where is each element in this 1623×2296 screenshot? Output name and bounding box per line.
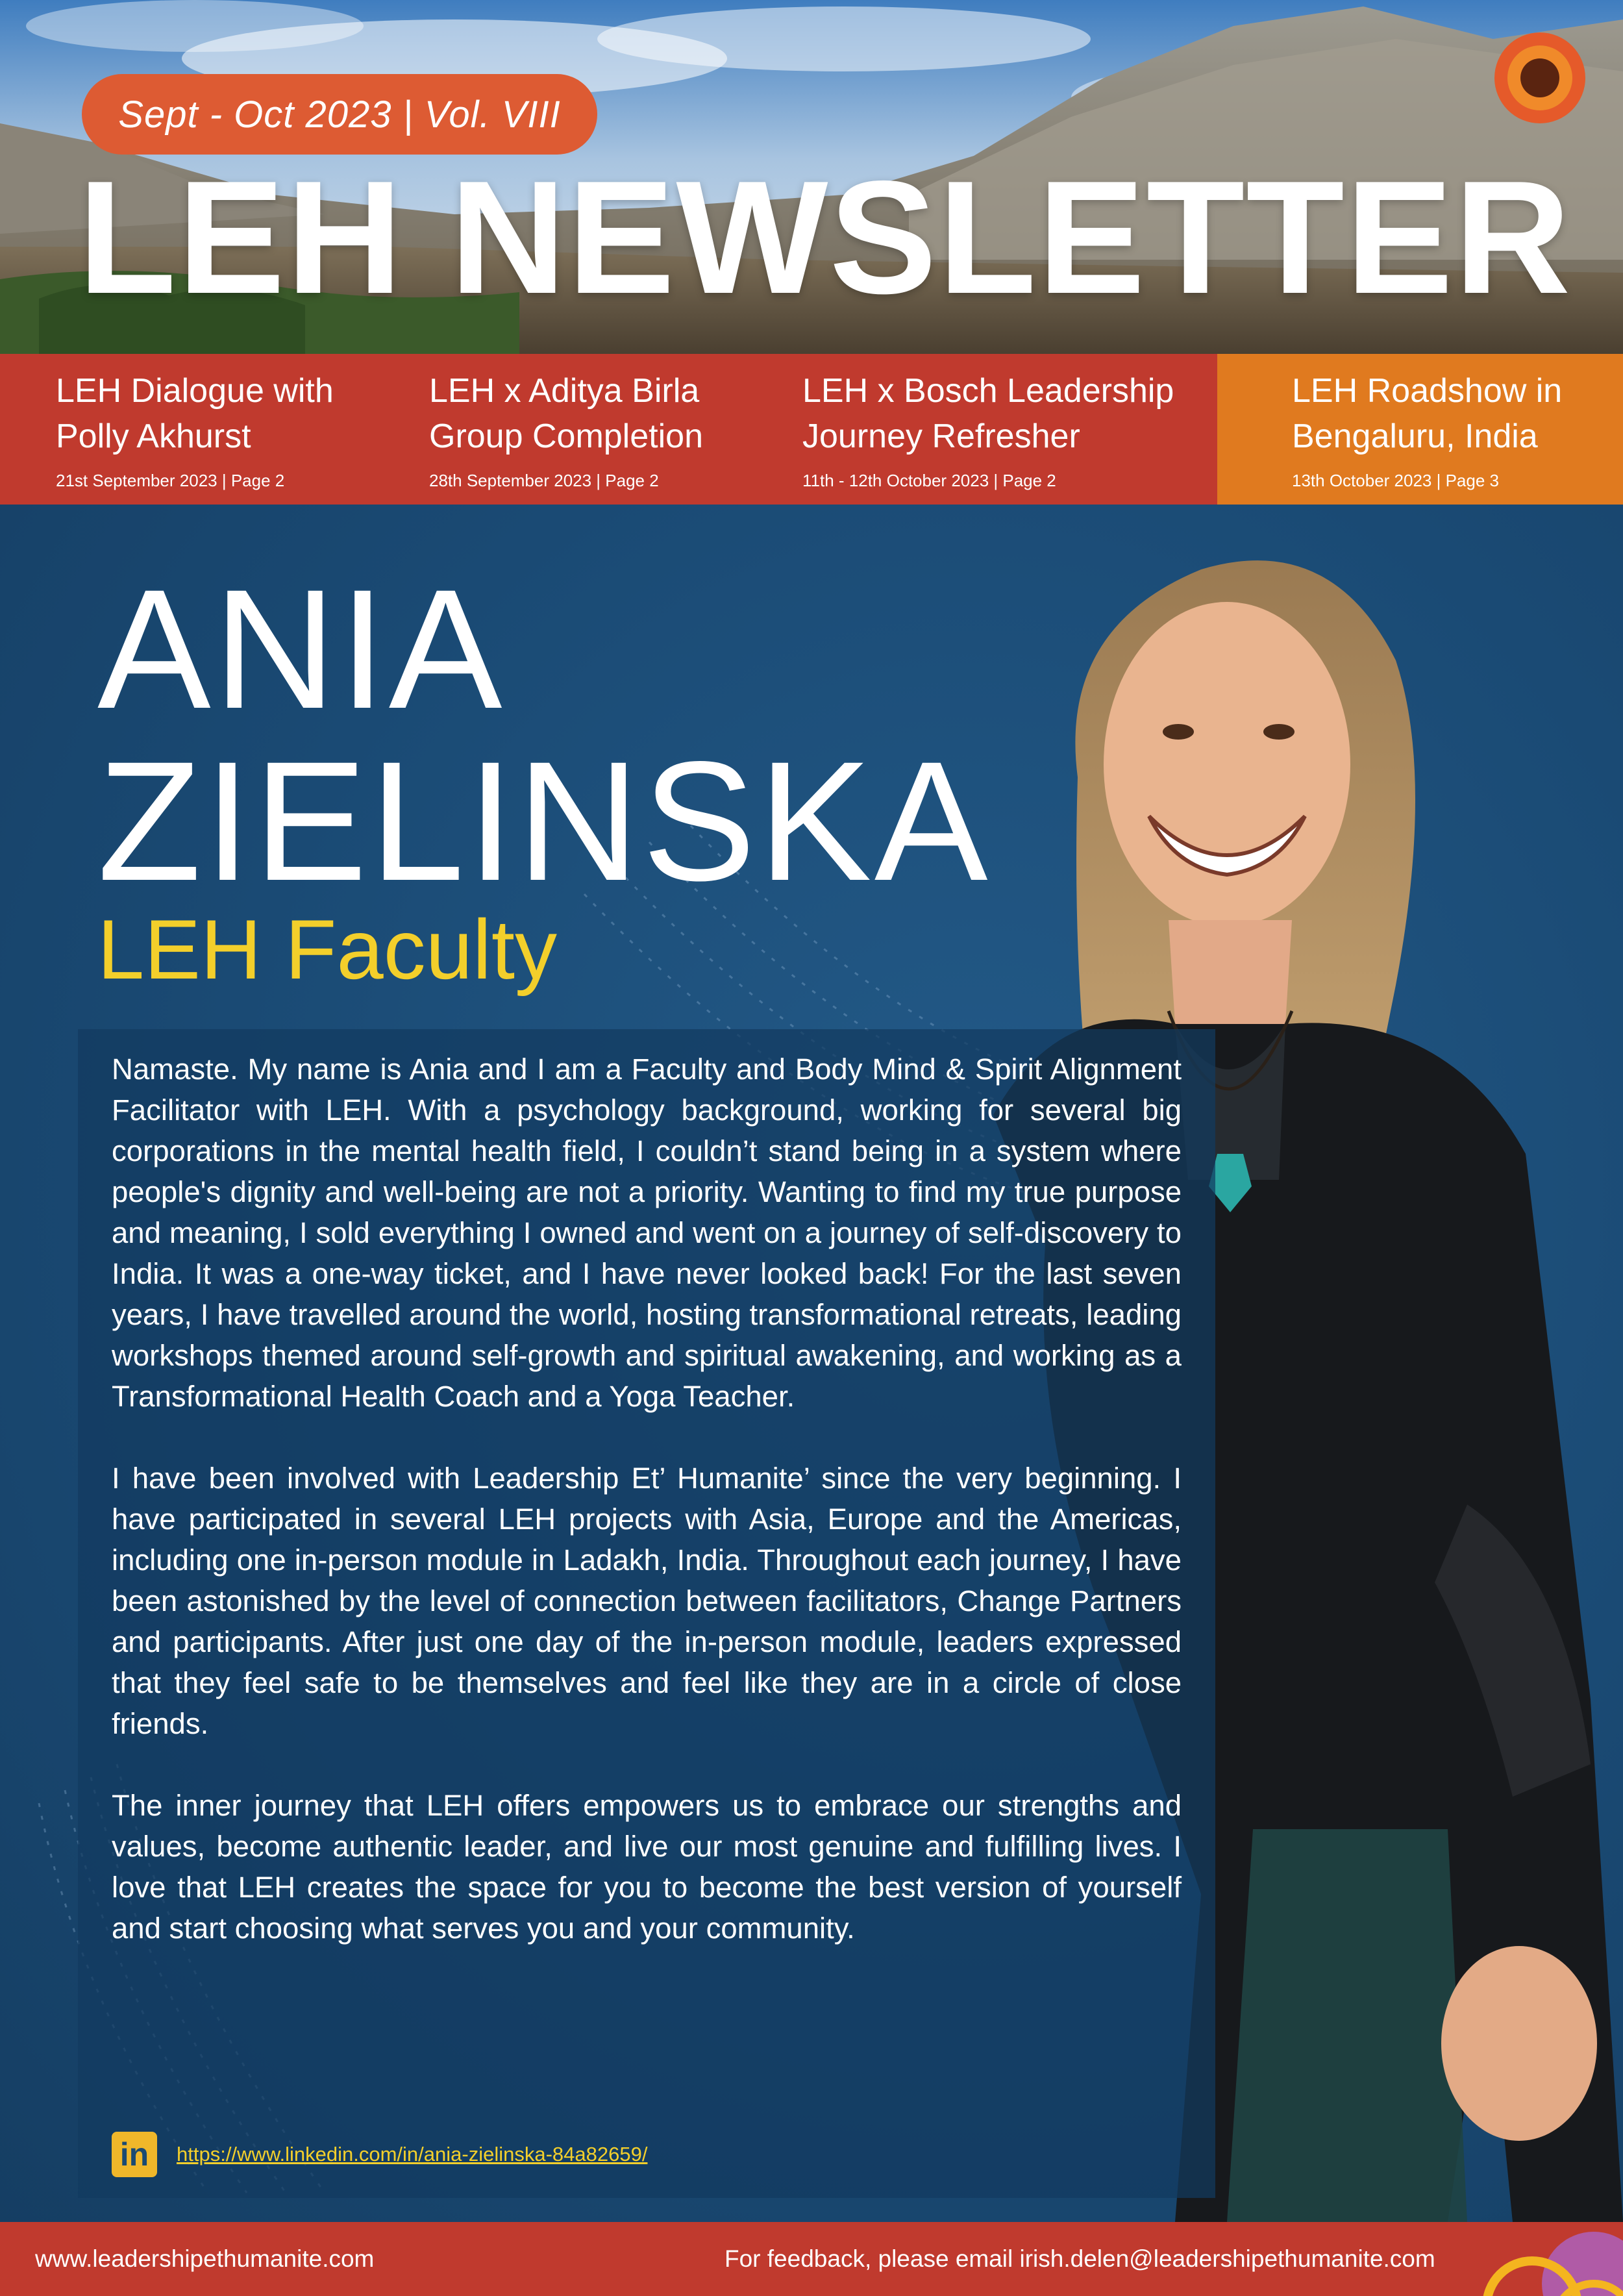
faculty-name (97, 554, 1071, 916)
highlight-item-bosch[interactable] (747, 354, 1217, 505)
decorative-circles-icon (1474, 2222, 1623, 2296)
footer (0, 2222, 1623, 2296)
highlight-title: LEH Dialogue with Polly Akhurst (56, 372, 334, 455)
highlight-item-aditya-birla[interactable] (373, 354, 747, 505)
footer-feedback-text: For feedback, please email irish.delen@leadershipethumanite.com (725, 2245, 1435, 2272)
faculty-name-line2: ZIELINSKA (97, 726, 991, 916)
newsletter-title: LEH NEWSLETTER (78, 147, 1572, 327)
linkedin-row (112, 2132, 647, 2177)
highlight-title: LEH Roadshow in Bengaluru, India (1292, 372, 1563, 455)
linkedin-icon[interactable]: in (112, 2132, 157, 2177)
sun-logo-icon (1493, 31, 1587, 125)
linkedin-profile-link[interactable]: https://www.linkedin.com/in/ania-zielinska-84a82659/ (177, 2143, 648, 2165)
bio-paragraph: The inner journey that LEH offers empowers us to embrace our strengths and values, become authentic leader, and live our most genuine and fulfilling lives. I love that LEH creates the space for you to become the best version of yourself and start choosing what serves you and your community. (112, 1789, 1182, 1945)
bio-paragraph: I have been involved with Leadership Et’ Humanite’ since the very beginning. I have participated in several LEH projects with Asia, Europe and the Americas, including one in-person module in Ladakh, India. Throughout each journey, I have been astonished by the level of connection between facilitators, Change Partners and participants. After just one day of the in-person module, leaders expressed that they feel safe to be themselves and feel like they are in a circle of close friends. (112, 1462, 1182, 1740)
header-banner (0, 0, 1623, 354)
issue-badge: Sept - Oct 2023 | Vol. VIII (82, 74, 597, 155)
faculty-role: LEH Faculty (97, 902, 558, 997)
highlight-title: LEH x Bosch Leadership Journey Refresher (802, 372, 1174, 455)
footer-website-link[interactable]: www.leadershipethumanite.com (35, 2245, 375, 2272)
highlight-title: LEH x Aditya Birla Group Completion (429, 372, 703, 455)
highlight-meta: 21st September 2023 | Page 2 (56, 471, 285, 490)
highlight-meta: 11th - 12th October 2023 | Page 2 (802, 471, 1056, 490)
highlight-item-bengaluru-roadshow[interactable] (1217, 354, 1623, 505)
bio-paragraph: Namaste. My name is Ania and I am a Faculty and Body Mind & Spirit Alignment Facilitator with LEH. With a psychology background, working for several big corporations in the mental health field, I couldn’t stand being in a system where people's dignity and well-being are not a priority. Wanting to find my true purpose and meaning, I sold everything I owned and went on a journey of self-discovery to India. It was a one-way ticket, and I have never looked back! For the last seven years, I have travelled around the world, hosting transformational retreats, leading workshops themed around self-growth and spiritual awakening, and working as a Transformational Health Coach and a Yoga Teacher. (112, 1053, 1182, 1413)
highlight-meta: 28th September 2023 | Page 2 (429, 471, 659, 490)
faculty-name-line1: ANIA (97, 554, 505, 744)
highlight-item-polly-akhurst[interactable] (0, 354, 373, 505)
highlights-strip (0, 354, 1623, 505)
highlight-meta: 13th October 2023 | Page 3 (1292, 471, 1499, 490)
bio-text (112, 1049, 1182, 1949)
